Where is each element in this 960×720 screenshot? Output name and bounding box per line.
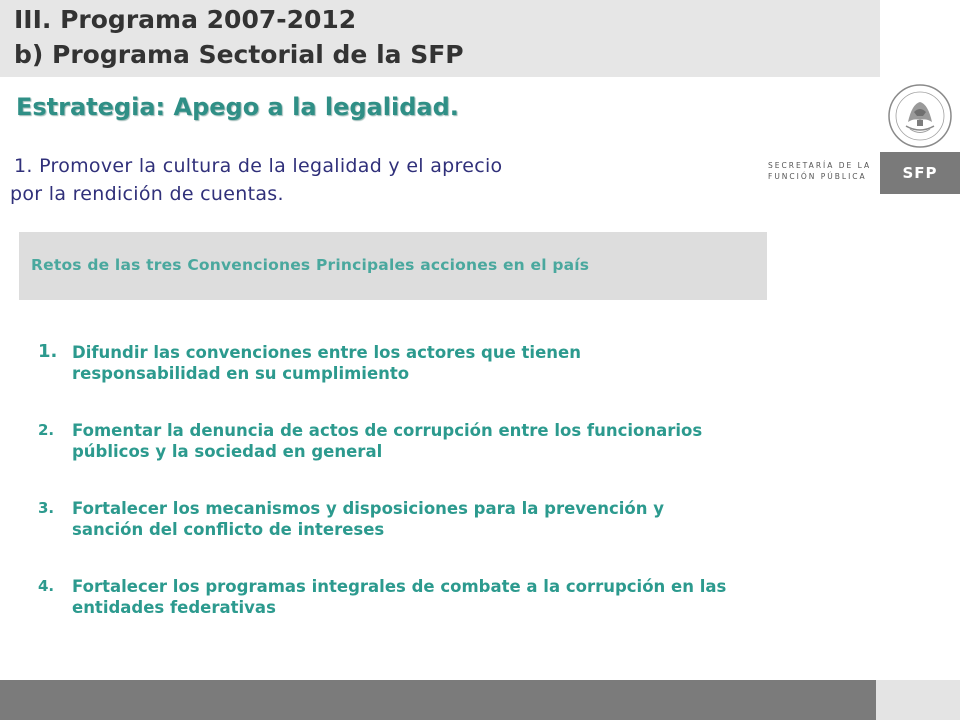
retos-label: Retos de las tres Convenciones Principales acciones en el país [31, 256, 590, 274]
action-item-1 [38, 342, 878, 384]
secretaria-line-2: FUNCIÓN PÚBLICA [768, 172, 867, 181]
action-item-3 [38, 498, 878, 540]
objective-line-1: Promover la cultura de la legalidad y el aprecio [39, 155, 503, 177]
action-line-1: Fomentar la denuncia de actos de corrupción entre los funcionarios [72, 421, 703, 440]
action-line-2: públicos y la sociedad en general [72, 442, 383, 461]
mexican-eagle-seal-icon [886, 82, 954, 150]
strategy-heading: Estrategia: Apego a la legalidad. [16, 93, 459, 121]
action-number: 4. [38, 577, 55, 595]
action-list [38, 342, 878, 654]
header-band [0, 0, 880, 77]
action-line-2: entidades federativas [72, 598, 276, 617]
secretaria-line-1: SECRETARÍA DE LA [768, 161, 872, 170]
footer-band [0, 680, 876, 720]
title-line-2: b) Programa Sectorial de la SFP [14, 40, 464, 69]
action-number: 1. [38, 341, 58, 362]
sfp-acronym: SFP [902, 164, 938, 182]
action-line-1: Fortalecer los programas integrales de combate a la corrupción en las [72, 577, 727, 596]
footer-corner [876, 680, 960, 720]
sfp-logo-badge [880, 152, 960, 194]
retos-banner [19, 232, 767, 300]
action-line-1: Difundir las convenciones entre los actores que tienen [72, 343, 581, 362]
action-item-2 [38, 420, 878, 462]
action-line-2: sanción del conflicto de intereses [72, 520, 385, 539]
objective-text [10, 152, 710, 208]
action-number: 2. [38, 421, 55, 439]
objective-line-2: por la rendición de cuentas. [10, 183, 284, 205]
action-line-2: responsabilidad en su cumplimiento [72, 364, 410, 383]
objective-number: 1. [14, 155, 33, 177]
page-title [14, 2, 464, 72]
action-line-1: Fortalecer los mecanismos y disposiciones para la prevención y [72, 499, 665, 518]
title-line-1: III. Programa 2007-2012 [14, 5, 357, 34]
secretaria-wordmark [768, 160, 872, 182]
action-item-4 [38, 576, 878, 618]
action-number: 3. [38, 499, 55, 517]
